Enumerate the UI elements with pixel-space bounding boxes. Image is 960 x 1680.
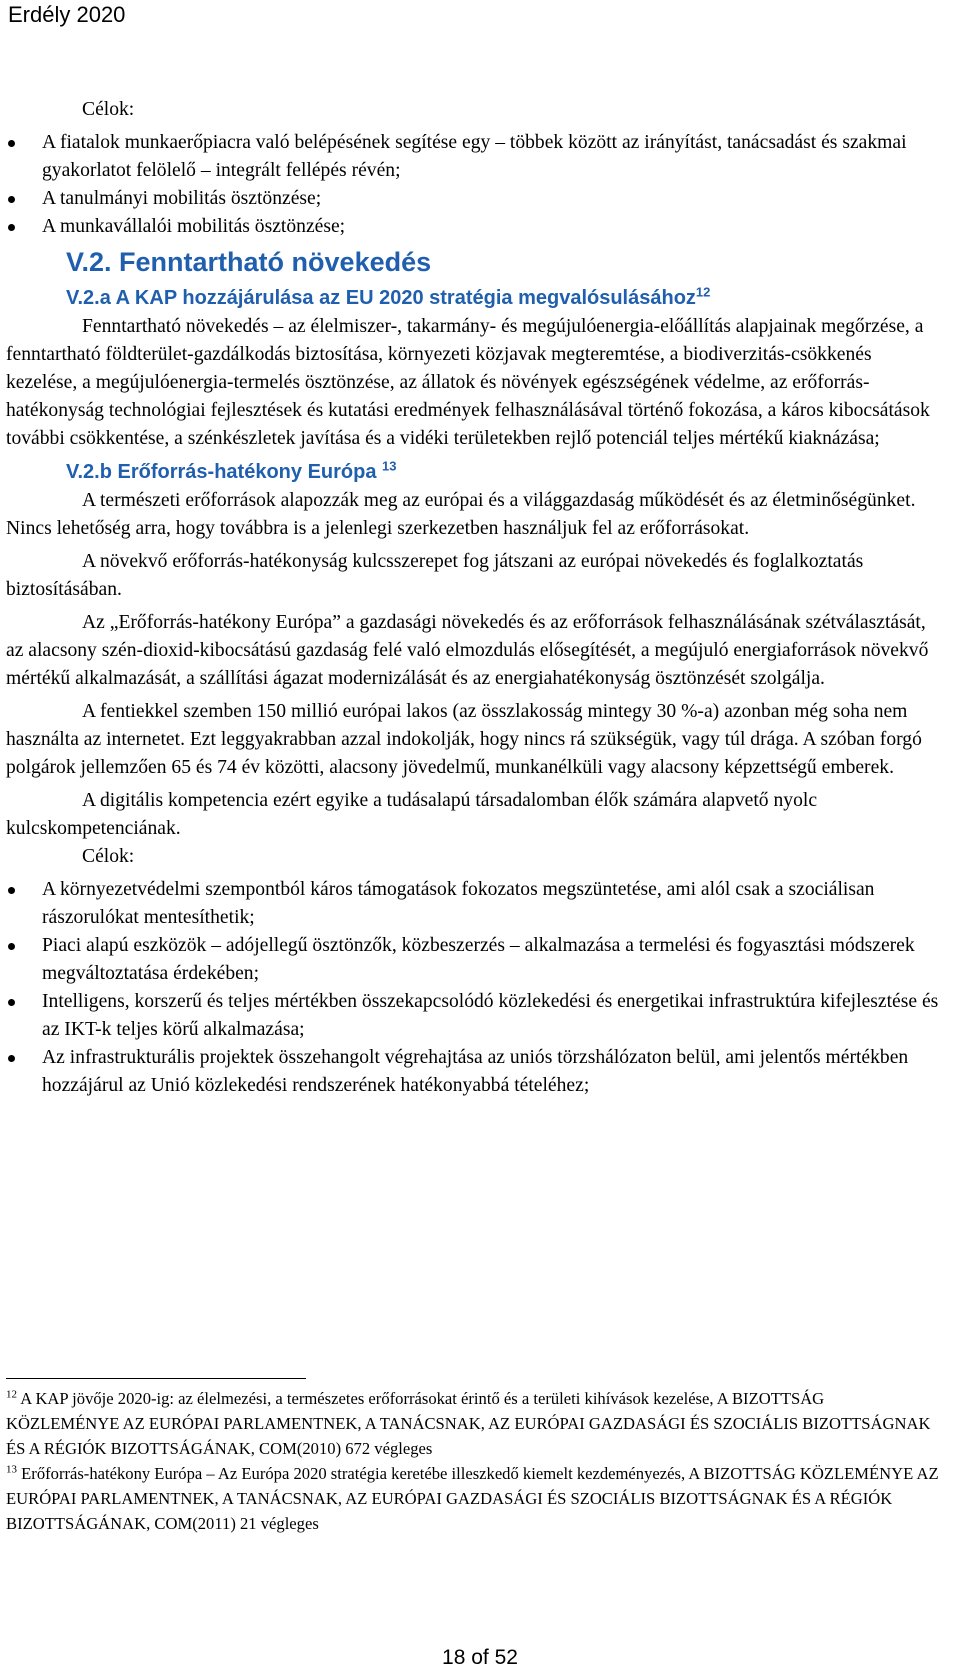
- list-item: A munkavállalói mobilitás ösztönzése;: [6, 213, 940, 241]
- paragraph: A természeti erőforrások alapozzák meg az európai és a világgazdaság működését és az életminőségünket. Nincs lehetőség arra, hogy továbbra is a jelenlegi szerkezetben használjuk fel az erőforrásokat.: [6, 490, 916, 539]
- subsection-heading-text: V.2.b Erőforrás-hatékony Európa: [66, 461, 377, 483]
- list-item: A fiatalok munkaerőpiacra való belépésének segítése egy – többek között az irányítást, tanácsadást és szakmai gyakorlatot felölelő – integrált fellépés révén;: [6, 129, 940, 185]
- page-number: 18 of 52: [442, 1646, 518, 1669]
- paragraph: A digitális kompetencia ezért egyike a tudásalapú társadalomban élők számára alapvető nyolc kulcskompetenciának.: [6, 790, 818, 839]
- subsection-heading: [6, 457, 940, 487]
- paragraph: Az „Erőforrás-hatékony Európa” a gazdasági növekedés és az erőforrások felhasználásának szétválasztását, az alacsony szén-dioxid-kibocsátású gazdaság felé való elmozdulás elősegítését, a megújuló energiaforrások növekvő mértékű alkalmazását, a szállítási ágazat modernizálását és az energiahatékonyság ösztönzését szolgálja.: [6, 612, 929, 689]
- footnote-divider: [6, 1378, 306, 1379]
- footnote-ref: 12: [695, 284, 711, 300]
- footnote-ref: 13: [382, 458, 397, 474]
- goals-label: Célok:: [82, 99, 135, 120]
- subsection-heading-text: V.2.a A KAP hozzájárulása az EU 2020 stratégia megvalósulásához: [66, 287, 696, 309]
- section-heading: V.2. Fenntartható növekedés: [66, 247, 432, 277]
- footnote: [6, 1386, 940, 1461]
- footnote-text: A KAP jövője 2020-ig: az élelmezési, a természetes erőforrásokat érintő és a területi kihívások kezelése, A BIZOTTSÁG KÖZLEMÉNYE AZ EURÓPAI PARLAMENTNEK, A TANÁCSNAK, AZ EURÓPAI GAZDASÁGI ÉS SZOCIÁLIS BIZOTTSÁGNAK ÉS A RÉGIÓK BIZOTTSÁGÁNAK, COM(2010) 672 végleges: [6, 1389, 931, 1458]
- paragraph: A növekvő erőforrás-hatékonyság kulcsszerepet fog játszani az európai növekedés és foglalkoztatás biztosításában.: [6, 551, 864, 600]
- list-item: A környezetvédelmi szempontból káros támogatások fokozatos megszüntetése, ami alól csak a szociálisan rászorulókat mentesíthetik;: [6, 876, 940, 932]
- page-header: Erdély 2020: [8, 2, 126, 27]
- footnote-number: 13: [6, 1463, 17, 1476]
- footnote-number: 12: [6, 1388, 17, 1401]
- goals-list: [6, 876, 940, 1100]
- paragraph: A fentiekkel szemben 150 millió európai lakos (az összlakosság mintegy 30 %-a) azonban még soha nem használta az internetet. Ezt leggyakrabban azzal indokolják, hogy nincs rá szükségük, vagy túl drága. A szóban forgó polgárok jellemzően 65 és 74 év közötti, alacsony jövedelmű, munkanélküli vagy alacsony képzettségű emberek.: [6, 701, 922, 778]
- list-item: Az infrastrukturális projektek összehangolt végrehajtása az uniós törzshálózaton belül, ami jelentős mértékben hozzájárul az Unió közlekedési rendszerének hatékonyabbá tételéhez;: [6, 1044, 940, 1100]
- goals-label: Célok:: [82, 846, 135, 867]
- list-item: Piaci alapú eszközök – adójellegű ösztönzők, közbeszerzés – alkalmazása a termelési és fogyasztási módszerek megváltoztatása érdekében;: [6, 932, 940, 988]
- footnote: [6, 1461, 940, 1536]
- list-item: A tanulmányi mobilitás ösztönzése;: [6, 185, 940, 213]
- paragraph: Fenntartható növekedés – az élelmiszer-, takarmány- és megújulóenergia-előállítás alapjainak megőrzése, a fenntartható földterület-gazdálkodás biztosítása, környezeti közjavak megteremtése, a biodiverzitás-csökkenés kezelése, a megújulóenergia-termelés ösztönzése, az állatok és növények egészségének védelme, az erőforrás-hatékonyság technológiai fejlesztések és kutatási eredmények felhasználásával történő fokozása, a káros kibocsátások további csökkentése, a szénkészletek javítása és a vidéki területekben rejlő potenciál teljes mértékű kiaknázása;: [6, 316, 930, 449]
- footnote-text: Erőforrás-hatékony Európa – Az Európa 2020 stratégia keretébe illeszkedő kiemelt kezdeményezés, A BIZOTTSÁG KÖZLEMÉNYE AZ EURÓPAI PARLAMENTNEK, A TANÁCSNAK, AZ EURÓPAI GAZDASÁGI ÉS SZOCIÁLIS BIZOTTSÁGNAK ÉS A RÉGIÓK BIZOTTSÁGÁNAK, COM(2011) 21 végleges: [6, 1464, 939, 1533]
- subsection-heading: [6, 283, 940, 313]
- page-content: [6, 96, 940, 1100]
- list-item: Intelligens, korszerű és teljes mértékben összekapcsolódó közlekedési és energetikai infrastruktúra kifejlesztése és az IKT-k teljes körű alkalmazása;: [6, 988, 940, 1044]
- footnotes: [6, 1386, 940, 1536]
- goals-list: [6, 129, 940, 241]
